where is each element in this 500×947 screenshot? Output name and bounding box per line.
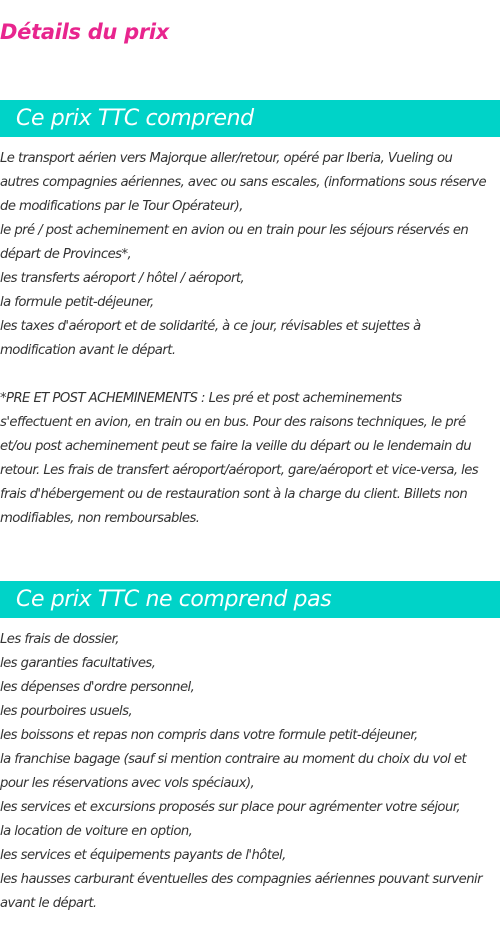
included-section-header: Ce prix TTC comprend	[0, 100, 500, 137]
included-list	[0, 147, 500, 363]
excluded-line: les services et équipements payants de l'hôtel,	[0, 848, 286, 863]
excluded-line: Les frais de dossier,	[0, 632, 119, 647]
included-line: le pré / post acheminement en avion ou en train pour les séjours réservés en	[0, 223, 469, 238]
excluded-line: la location de voiture en option,	[0, 824, 193, 839]
included-line: modification avant le départ.	[0, 343, 176, 358]
excluded-line: les boissons et repas non compris dans votre formule petit-déjeuner,	[0, 728, 418, 743]
note-line: frais d'hébergement ou de restauration sont à la charge du client. Billets non	[0, 487, 468, 502]
excluded-line: avant le départ.	[0, 896, 97, 911]
paragraph-spacer	[0, 363, 500, 387]
excluded-line: pour les réservations avec vols spéciaux),	[0, 776, 255, 791]
included-section-body	[0, 147, 500, 531]
included-line: de modifications par le Tour Opérateur),	[0, 199, 243, 214]
note-line: et/ou post acheminement peut se faire la veille du départ ou le lendemain du	[0, 439, 472, 454]
included-line: les transferts aéroport / hôtel / aéroport,	[0, 271, 245, 286]
note-line: retour. Les frais de transfert aéroport/aéroport, gare/aéroport et vice-versa, les	[0, 463, 479, 478]
excluded-section-header: Ce prix TTC ne comprend pas	[0, 581, 500, 618]
included-line: départ de Provinces*,	[0, 247, 132, 262]
acheminement-note	[0, 387, 500, 531]
included-line: Le transport aérien vers Majorque aller/retour, opéré par Iberia, Vueling ou	[0, 151, 453, 166]
excluded-list	[0, 628, 500, 916]
included-line: autres compagnies aériennes, avec ou sans escales, (informations sous réserve	[0, 175, 487, 190]
excluded-line: les garanties facultatives,	[0, 656, 156, 671]
note-line: modifiables, non remboursables.	[0, 511, 200, 526]
note-line: s'effectuent en avion, en train ou en bus. Pour des raisons techniques, le pré	[0, 415, 466, 430]
included-line: les taxes d'aéroport et de solidarité, à ce jour, révisables et sujettes à	[0, 319, 421, 334]
excluded-line: les pourboires usuels,	[0, 704, 133, 719]
excluded-line: la franchise bagage (sauf si mention contraire au moment du choix du vol et	[0, 752, 467, 767]
page-title: Détails du prix	[0, 20, 170, 44]
excluded-line: les services et excursions proposés sur place pour agrémenter votre séjour,	[0, 800, 461, 815]
included-line: la formule petit-déjeuner,	[0, 295, 154, 310]
excluded-line: les dépenses d'ordre personnel,	[0, 680, 195, 695]
excluded-section-body	[0, 628, 500, 916]
excluded-line: les hausses carburant éventuelles des compagnies aériennes pouvant survenir	[0, 872, 482, 887]
note-line: *PRE ET POST ACHEMINEMENTS : Les pré et post acheminements	[0, 391, 402, 406]
